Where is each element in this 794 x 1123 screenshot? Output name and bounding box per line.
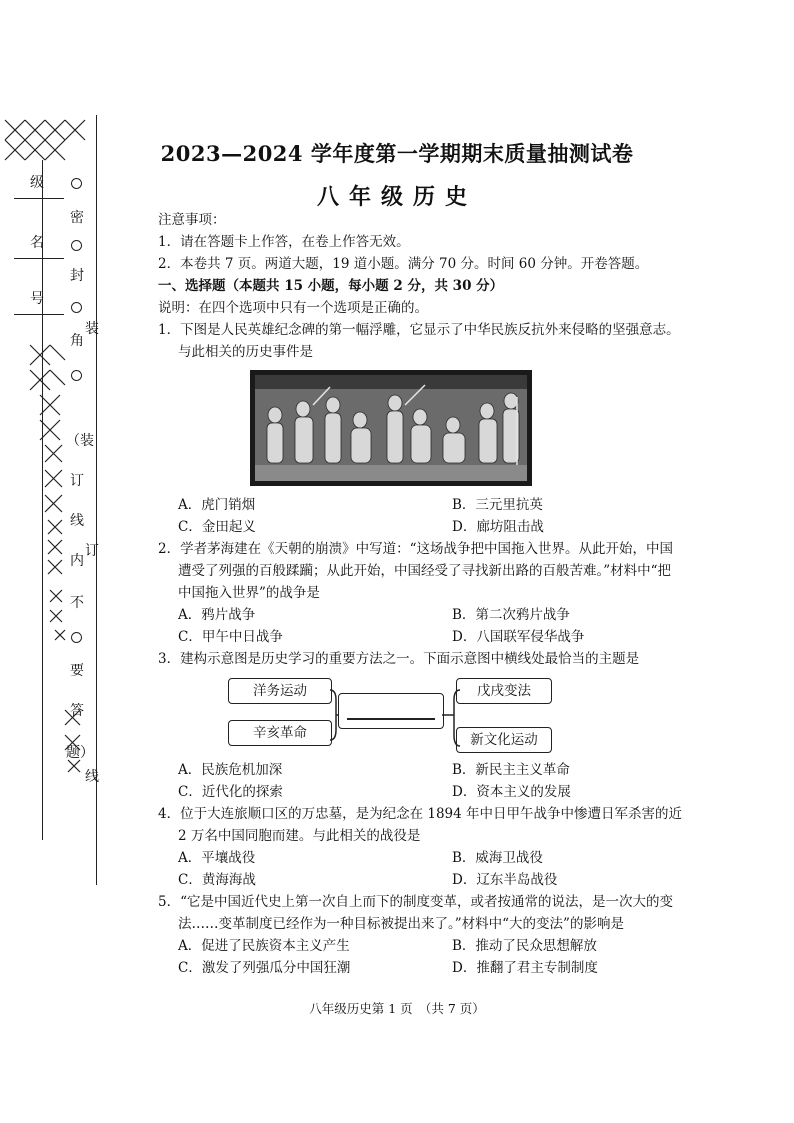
question-stem: 与此相关的历史事件是	[178, 344, 313, 360]
option: B．推动了民众思想解放	[452, 938, 597, 954]
question-stem: 2 万名中国同胞而建。与此相关的战役是	[178, 828, 421, 844]
option: D．资本主义的发展	[452, 784, 571, 800]
field-label-class: 级	[30, 175, 44, 191]
seal-circle	[71, 632, 82, 643]
option: D．八国联军侵华战争	[452, 629, 585, 645]
seal-circle	[71, 240, 82, 251]
option: A．平壤战役	[178, 850, 256, 866]
option: A．虎门销烟	[178, 497, 256, 513]
x-pattern-decoration	[0, 110, 100, 810]
page-footer: 八年级历史第 1 页 （共 7 页）	[309, 1001, 485, 1016]
option: B．威海卫战役	[452, 850, 543, 866]
option: A．鸦片战争	[178, 607, 256, 623]
option: C．金田起义	[178, 519, 256, 535]
option: D．辽东半岛战役	[452, 872, 558, 888]
option: D．推翻了君主专制制度	[452, 960, 598, 976]
seal-circle	[71, 302, 82, 313]
seal-char: （装	[66, 433, 94, 449]
notes-item: 2．本卷共 7 页。两道大题，19 道小题。满分 70 分。时间 60 分钟。开卷答题。	[158, 256, 649, 272]
field-line-number	[14, 314, 64, 315]
question-stem: 4．位于大连旅顺口区的万忠墓，是为纪念在 1894 年中日甲午战争中惨遭日军杀害的近	[158, 806, 683, 822]
option: C．甲午中日战争	[178, 629, 283, 645]
seal-char: 订	[70, 473, 84, 489]
diagram-brackets	[320, 680, 470, 760]
binding-margin	[0, 0, 100, 1123]
relief-figures	[255, 375, 527, 481]
question-stem: 5．“它是中国近代史上第一次自上而下的制度变革，或者按通常的说法，是一次大的变	[158, 894, 673, 910]
option: C．黄海海战	[178, 872, 256, 888]
exam-subtitle: 八年级历史	[316, 184, 477, 210]
option: D．廊坊阻击战	[452, 519, 544, 535]
question-stem: 3．建构示意图是历史学习的重要方法之一。下面示意图中横线处最恰当的主题是	[158, 651, 640, 667]
bind-char: 订	[85, 543, 99, 559]
diagram-box-left-bottom: 辛亥革命	[228, 720, 332, 746]
diagram-box-right-top: 戊戌变法	[456, 678, 552, 704]
seal-char: 线	[70, 513, 84, 529]
diagram-box-right-bottom: 新文化运动	[456, 727, 552, 753]
seal-char: 封	[70, 268, 84, 284]
notes-item: 1．请在答题卡上作答，在卷上作答无效。	[158, 234, 410, 250]
seal-circle	[71, 370, 82, 381]
seal-char: 不	[70, 595, 84, 611]
seal-char: 要	[70, 663, 84, 679]
option: A．民族危机加深	[178, 762, 283, 778]
seal-char: 密	[70, 210, 84, 226]
exam-title: 2023—2024 学年度第一学期期末质量抽测试卷	[160, 141, 634, 166]
option: C．激发了列强瓜分中国狂潮	[178, 960, 351, 976]
section-instruction: 说明：在四个选项中只有一个选项是正确的。	[158, 300, 428, 316]
option: B．新民主主义革命	[452, 762, 570, 778]
seal-char: 题）	[66, 745, 94, 761]
diagram-box-left-top: 洋务运动	[228, 678, 332, 704]
question-stem: 遭受了列强的百般蹂躏；从此开始，中国经受了寻找新出路的百般苦难。”材料中“把	[178, 563, 672, 579]
relief-sculpture-image	[250, 370, 532, 486]
question-stem: 法……变革制度已经作为一种目标被提出来了。”材料中“大的变法”的影响是	[178, 916, 624, 932]
bind-char: 装	[85, 321, 99, 337]
option: B．三元里抗英	[452, 497, 543, 513]
notes-heading: 注意事项：	[158, 212, 226, 228]
option: A．促进了民族资本主义产生	[178, 938, 350, 954]
margin-inner-line	[42, 160, 43, 840]
question-stem: 2．学者茅海建在《天朝的崩溃》中写道：“这场战争把中国拖入世界。从此开始，中国	[158, 541, 673, 557]
option: B．第二次鸦片战争	[452, 607, 570, 623]
field-label-name: 名	[30, 235, 44, 251]
option: C．近代化的探索	[178, 784, 283, 800]
field-label-number: 号	[30, 291, 44, 307]
question-stem: 中国拖入世界”的战争是	[178, 585, 320, 601]
question-stem: 1．下图是人民英雄纪念碑的第一幅浮雕，它显示了中华民族反抗外来侵略的坚强意志。	[158, 322, 680, 338]
field-line-name	[14, 258, 64, 259]
seal-char: 内	[70, 553, 84, 569]
seal-char: 角	[70, 333, 84, 349]
section-heading: 一、选择题（本题共 15 小题，每小题 2 分，共 30 分）	[158, 278, 504, 294]
seal-char: 答	[70, 703, 84, 719]
bind-char: 线	[85, 769, 99, 785]
